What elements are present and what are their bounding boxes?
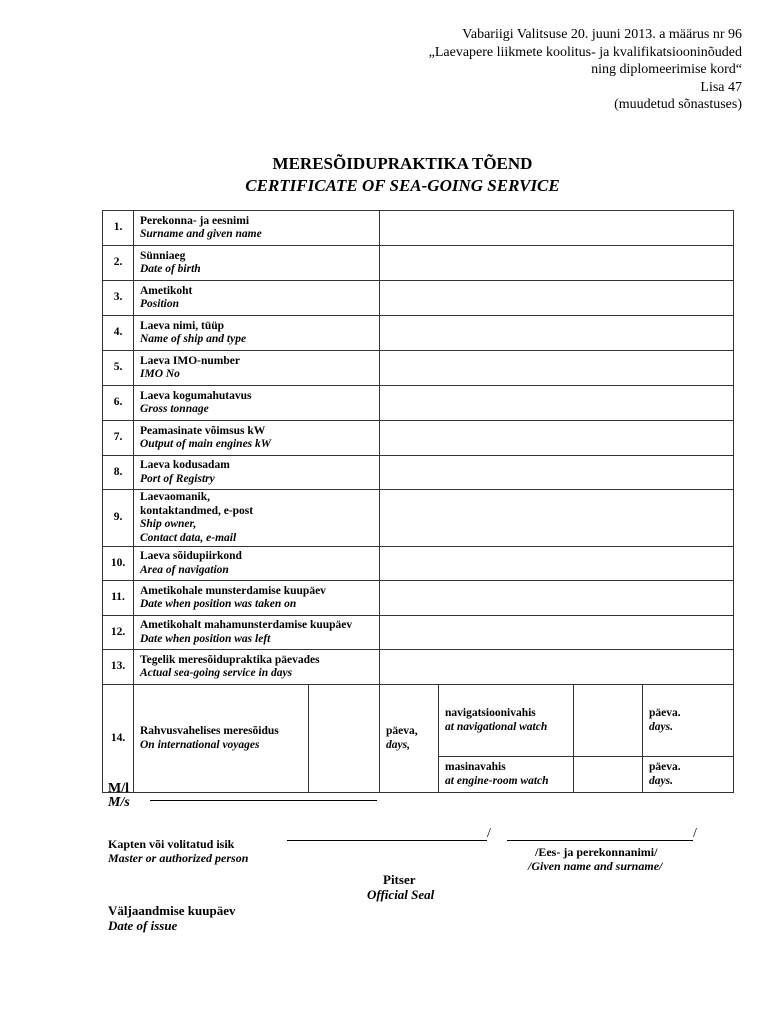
name-caption-et: /Ees- ja perekonnanimi/ [535,845,658,859]
row-value-field[interactable] [380,316,734,351]
row-value-field[interactable] [380,351,734,386]
regulation-header [429,26,742,114]
label-en: Surname and given name [140,228,262,240]
label-en: Ship owner, [140,518,197,530]
label-et: Peamasinate võimsus kW [140,424,266,437]
label-et: Laeva IMO-number [140,354,240,367]
label-en: Gross tonnage [140,403,209,415]
label-en: Port of Registry [140,472,215,485]
days-unit [380,685,439,793]
table-row [103,211,734,246]
engine-days-unit [643,757,734,793]
label-en: Date when position was taken on [140,598,297,610]
row-label [134,421,380,456]
table-row [103,616,734,650]
row-label [134,386,380,421]
row-number: 4. [103,316,134,351]
nav-watch-en: at navigational watch [445,720,548,733]
row-number: 6. [103,386,134,421]
row-value-field[interactable] [380,547,734,581]
label-et: Ametikoht [140,284,193,297]
label-en: Date when position was left [140,632,271,645]
row-value-field[interactable] [380,211,734,246]
intl-days-field[interactable] [309,685,380,793]
name-line[interactable] [507,840,693,841]
table-row [103,581,734,616]
label-en: Area of navigation [140,563,229,576]
label-et: Laeva sõidupiirkond [140,550,242,562]
label-et: Laeva kogumahutavus [140,389,252,402]
label-et: Sünniaeg [140,249,186,262]
ms-label: M/s [108,795,130,810]
label-en: Date of birth [140,263,201,275]
slash-1: / [487,826,491,841]
table-row [103,456,734,490]
row-number: 11. [103,581,134,616]
table-row [103,547,734,581]
certificate-table [102,210,734,793]
row-label [134,281,380,316]
row-number: 8. [103,456,134,490]
captain-label-et: Kapten või volitatud isik [108,837,235,851]
table-row [103,351,734,386]
row-value-field[interactable] [380,650,734,685]
row-number: 2. [103,246,134,281]
ship-seal-line [150,800,377,801]
nav-days-et: päeva. [649,707,681,719]
label-en: On international voyages [140,738,260,751]
engine-watch-label [439,757,574,793]
row-label [134,351,380,386]
label-en: Position [140,298,179,310]
label-en-2: Contact data, e-mail [140,531,237,544]
label-en: Actual sea-going service in days [140,667,293,679]
header-line-4: Lisa 47 [700,79,742,95]
table-row [103,246,734,281]
label-et: Ametikohale munsterdamise kuupäev [140,584,326,597]
engine-watch-en: at engine-room watch [445,774,549,787]
row-value-field[interactable] [380,581,734,616]
label-et: Laevaomanik, [140,491,210,503]
issue-date-label-en: Date of issue [108,918,178,933]
label-en: Name of ship and type [140,333,247,345]
row-value-field[interactable] [380,490,734,547]
label-et: Laeva nimi, tüüp [140,319,225,332]
row-label [134,246,380,281]
table-row [103,650,734,685]
header-line-3: ning diplomeerimise kord“ [591,62,742,77]
row-value-field[interactable] [380,281,734,316]
days-unit-et: päeva, [386,725,418,737]
label-et: Laeva kodusadam [140,459,230,471]
row-label [134,547,380,581]
row-number: 12. [103,616,134,650]
row-value-field[interactable] [380,456,734,490]
header-line-2: „Laevapere liikmete koolitus- ja kvalifikatsiooninõuded [428,44,742,60]
row-value-field[interactable] [380,246,734,281]
table-row [103,281,734,316]
issue-date-label-et: Väljaandmise kuupäev [108,903,236,918]
engine-watch-et: masinavahis [445,761,506,773]
document-title-en: CERTIFICATE OF SEA-GOING SERVICE [245,176,560,195]
row-label [134,456,380,490]
row-label [134,316,380,351]
label-et: Perekonna- ja eesnimi [140,214,250,227]
table-row [103,490,734,547]
label-et-2: kontaktandmed, e-post [140,504,254,517]
row-label [134,581,380,616]
label-en: Output of main engines kW [140,438,271,450]
table-row [103,421,734,456]
seal-label-en: Official Seal [367,887,435,902]
row-value-field[interactable] [380,421,734,456]
row-number: 1. [103,211,134,246]
ml-label: M/l [108,781,129,796]
days-unit-en: days, [386,738,410,751]
row-number: 13. [103,650,134,685]
nav-watch-label [439,685,574,757]
engine-days-en: days. [649,774,673,787]
row-number: 9. [103,490,134,547]
row-number: 3. [103,281,134,316]
table-row [103,386,734,421]
table-row-14 [103,685,734,757]
row-label [134,616,380,650]
row-number: 14. [103,685,134,793]
label-en: IMO No [140,368,180,380]
row-number: 5. [103,351,134,386]
row-label [134,490,380,547]
slash-2: / [693,826,697,841]
row-value-field[interactable] [380,386,734,421]
engine-watch-days-field[interactable] [574,757,643,793]
nav-days-en: days. [649,720,673,733]
row-label [134,685,309,793]
row-label [134,211,380,246]
name-caption-en: /Given name and surname/ [528,859,663,873]
nav-watch-et: navigatsioonivahis [445,707,536,719]
row-number: 10. [103,547,134,581]
table-row [103,316,734,351]
nav-watch-days-field[interactable] [574,685,643,757]
captain-label-en: Master or authorized person [108,851,249,865]
row-value-field[interactable] [380,616,734,650]
label-et: Ametikohalt mahamunsterdamise kuupäev [140,619,353,631]
engine-days-et: päeva. [649,761,681,773]
label-et: Tegelik meresõidupraktika päevades [140,653,320,666]
header-line-1: Vabariigi Valitsuse 20. juuni 2013. a määrus nr 96 [462,27,742,42]
header-line-5: (muudetud sõnastuses) [614,97,742,112]
seal-label-et: Pitser [383,872,416,887]
nav-days-unit [643,685,734,757]
row-label [134,650,380,685]
document-title-et: MERESÕIDUPRAKTIKA TÕEND [272,154,533,173]
signature-line[interactable] [287,840,487,841]
row-number: 7. [103,421,134,456]
label-et: Rahvusvahelises meresõidus [140,725,279,737]
